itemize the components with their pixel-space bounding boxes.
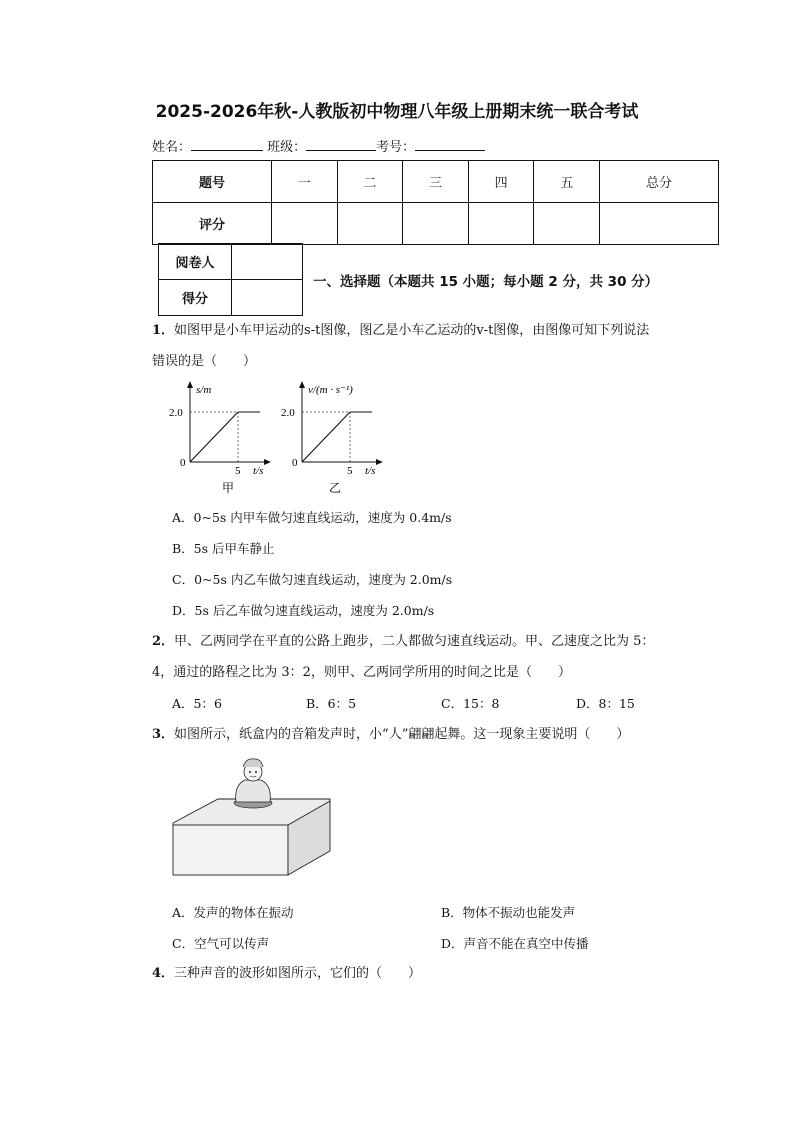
origin-label: 0 (180, 457, 186, 469)
figure-eye (255, 771, 257, 773)
header-total: 总分 (600, 161, 719, 203)
question-number: 1． (152, 323, 175, 338)
question-4 (152, 958, 722, 989)
question-number: 3． (152, 727, 175, 742)
grader-table (158, 243, 303, 316)
reviewer-cell (232, 244, 303, 280)
exam-no-label: 考号： (376, 140, 416, 155)
score-row-label: 评分 (153, 203, 272, 245)
q2-option-b[interactable]: B．6：5 (306, 696, 357, 711)
data-line (190, 412, 238, 462)
data-line (302, 412, 350, 462)
origin-label: 0 (292, 457, 298, 469)
q2-option-a[interactable]: A．5：6 (172, 696, 222, 711)
score-table-header-row (153, 161, 719, 203)
class-label: 班级： (267, 140, 307, 155)
question-2 (152, 626, 722, 688)
y-axis-label: v/(m · s⁻¹) (308, 384, 353, 396)
score-cell (600, 203, 719, 245)
figure-hat (243, 759, 263, 767)
q1-option-b[interactable]: B．5s 后甲车静止 (172, 541, 275, 556)
score-cell (403, 203, 469, 245)
y-axis-label: s/m (196, 384, 212, 396)
question-text: 三种声音的波形如图所示，它们的（ ） (174, 966, 422, 981)
question-text-cont: 错误的是（ ） (152, 354, 257, 369)
q1-option-d[interactable]: D．5s 后乙车做匀速直线运动，速度为 2.0m/s (172, 603, 435, 618)
graph-jia (165, 380, 280, 500)
score-cell (337, 203, 403, 245)
question-text: 如图甲是小车甲运动的s-t图像，图乙是小车乙运动的v-t图像，由图像可知下列说法 (174, 323, 650, 338)
question-text: 甲、乙两同学在平直的公路上跑步，二人都做匀速直线运动。甲、乙速度之比为 5： (174, 634, 655, 649)
question-1 (152, 315, 722, 377)
score-table (152, 160, 719, 245)
graph-caption: 乙 (329, 481, 342, 495)
reviewer-label: 阅卷人 (159, 244, 232, 280)
x-tick-label: 5 (347, 465, 353, 477)
header-part-2: 二 (337, 161, 403, 203)
q3-option-c[interactable]: C．空气可以传声 (172, 936, 270, 951)
q3-option-a[interactable]: A．发声的物体在振动 (172, 905, 294, 920)
q1-option-a[interactable]: A．0~5s 内甲车做匀速直线运动，速度为 0.4m/s (172, 510, 452, 525)
x-axis-label: t/s (365, 465, 376, 477)
y-tick-label: 2.0 (169, 407, 183, 419)
header-part-1: 一 (271, 161, 337, 203)
header-question-no: 题号 (153, 161, 272, 203)
q2-option-c[interactable]: C．15：8 (441, 696, 500, 711)
class-blank (306, 136, 376, 151)
figure-eye (249, 771, 251, 773)
name-label: 姓名： (152, 140, 192, 155)
y-tick-label: 2.0 (281, 407, 295, 419)
q3-option-d[interactable]: D．声音不能在真空中传播 (441, 936, 589, 951)
graph-caption: 甲 (222, 481, 235, 495)
question-number: 2． (152, 634, 175, 649)
speaker-box-illustration (170, 755, 335, 880)
student-info-line (152, 136, 485, 155)
q2-option-d[interactable]: D．8：15 (576, 696, 635, 711)
score-cell (468, 203, 534, 245)
score-cell (271, 203, 337, 245)
header-part-5: 五 (534, 161, 600, 203)
exam-title: 2025-2026年秋-人教版初中物理八年级上册期末统一联合考试 (155, 102, 639, 122)
question-text-cont: 4，通过的路程之比为 3：2，则甲、乙两同学所用的时间之比是（ ） (152, 665, 571, 680)
x-axis-label: t/s (253, 465, 264, 477)
q3-option-b[interactable]: B．物体不振动也能发声 (441, 905, 576, 920)
question-number: 4． (152, 966, 175, 981)
grader-score-label: 得分 (159, 280, 232, 316)
grader-score-cell (232, 280, 303, 316)
x-tick-label: 5 (235, 465, 241, 477)
graph-yi (277, 380, 402, 500)
figure-body (236, 780, 271, 802)
question-text: 如图所示，纸盒内的音箱发声时，小“人”翩翩起舞。这一现象主要说明（ ） (174, 727, 630, 742)
name-blank (191, 136, 263, 151)
section-heading: 一、选择题（本题共 15 小题；每小题 2 分，共 30 分） (313, 274, 659, 290)
box-front (173, 825, 288, 875)
exam-no-blank (415, 136, 485, 151)
question-3 (152, 719, 722, 750)
score-cell (534, 203, 600, 245)
header-part-4: 四 (468, 161, 534, 203)
header-part-3: 三 (403, 161, 469, 203)
score-table-score-row (153, 203, 719, 245)
q1-option-c[interactable]: C．0~5s 内乙车做匀速直线运动，速度为 2.0m/s (172, 572, 453, 587)
